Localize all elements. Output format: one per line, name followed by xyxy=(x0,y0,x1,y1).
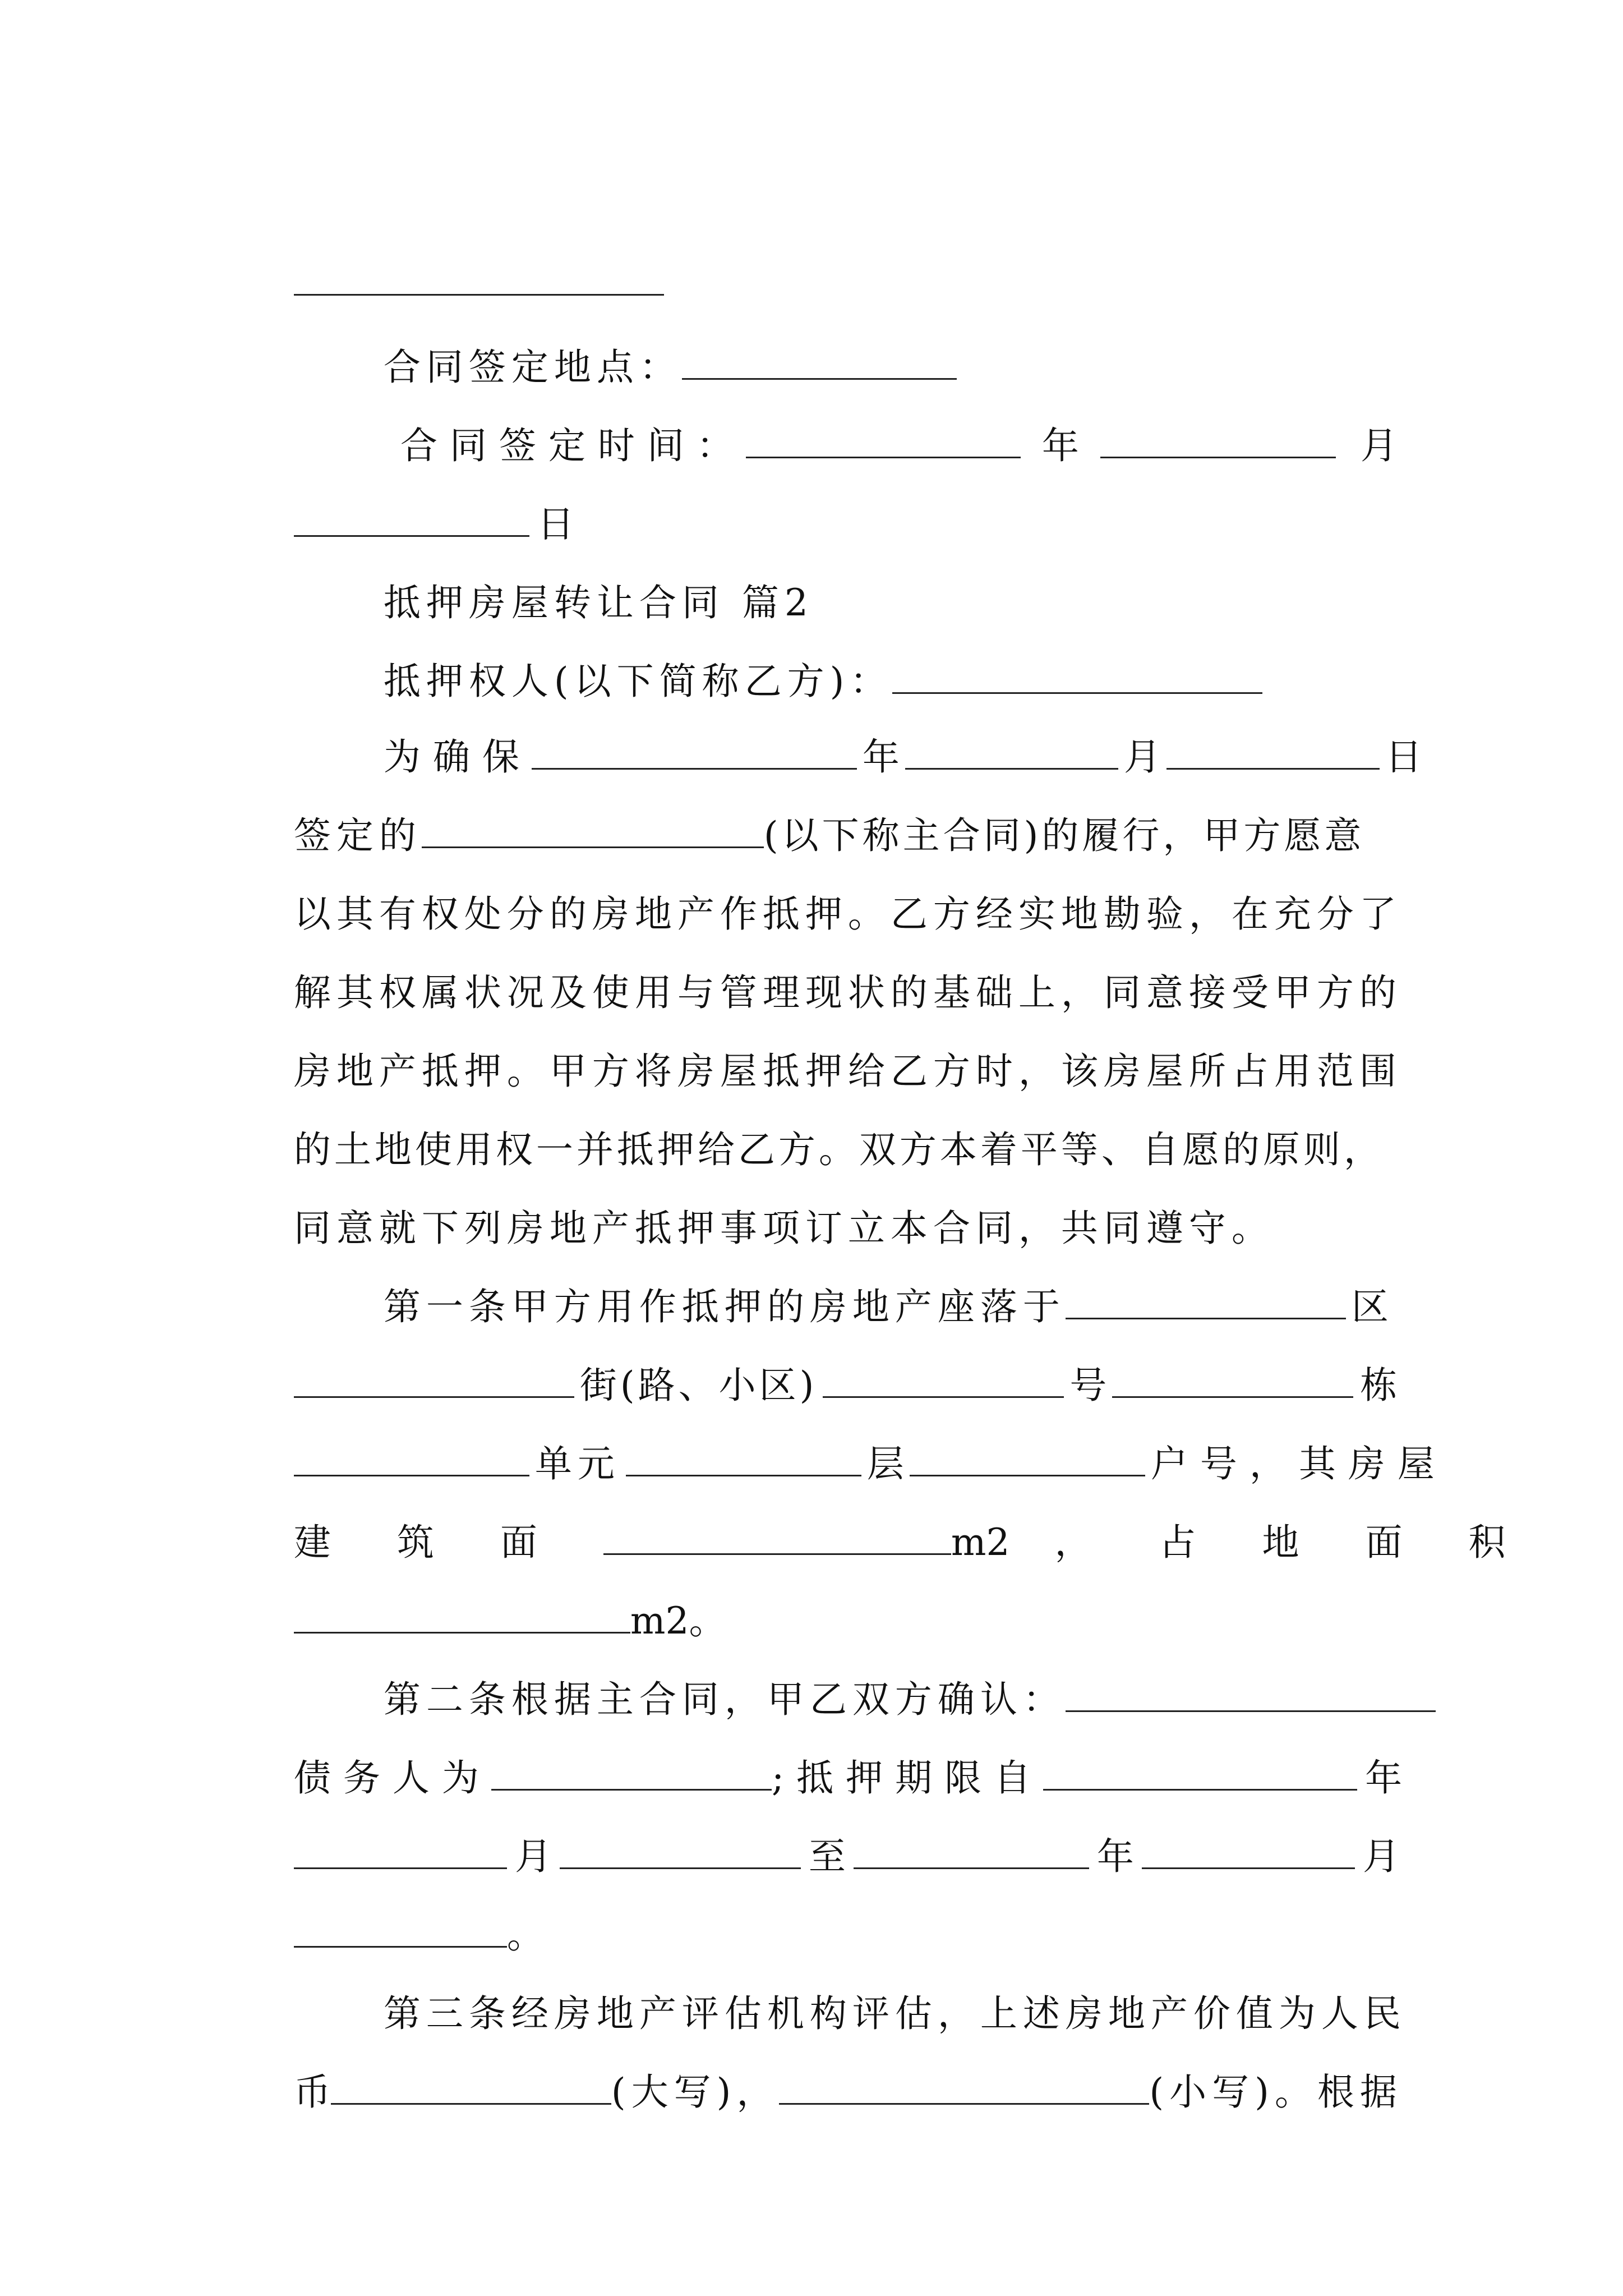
month-label: 月 xyxy=(1360,424,1398,467)
article1-line2: 街(路、小区) 号 栋 xyxy=(247,1310,1397,1461)
article1-line4: 建筑面 m2 ， 占地面积 xyxy=(293,1521,1572,1564)
value-lowercase-field[interactable] xyxy=(779,2069,1149,2105)
mortgagee-label: 抵押权人(以下简称乙方)： xyxy=(383,660,893,703)
year-field[interactable] xyxy=(746,423,1021,458)
blank-field[interactable] xyxy=(294,260,664,296)
article2-line4: 。 xyxy=(247,1860,544,2011)
section-heading: 抵押房屋转让合同 篇2 xyxy=(383,581,814,624)
article1-line3: 单元 层 户号，其房屋 xyxy=(247,1388,1447,1540)
para1-line3: 以其有权处分的房地产作抵押。乙方经实地勘验，在充分了 xyxy=(293,892,1402,936)
day-label: 日 xyxy=(537,503,574,546)
signing-place-label: 合同签定地点： xyxy=(383,346,682,389)
para1-line2: 签定的 (以下称主合同)的履行，甲方愿意 xyxy=(293,814,1365,857)
article2-line1: 第二条根据主合同，甲乙双方确认： xyxy=(336,1624,1436,1775)
para1-line7: 同意就下列房地产抵押事项订立本合同，共同遵守。 xyxy=(293,1207,1274,1250)
article1-line5: m2。 xyxy=(247,1545,726,1697)
para1-line1: 为确保 年 月 日 xyxy=(383,735,1422,779)
year-label: 年 xyxy=(1041,424,1079,467)
value-uppercase-field[interactable] xyxy=(331,2069,611,2105)
signing-time-label: 合同签定时间： xyxy=(400,424,746,467)
para1-line6: 的土地使用权一并抵押给乙方。双方本着平等、自愿的原则， xyxy=(293,1128,1384,1171)
term-end-month-field[interactable] xyxy=(1142,1834,1355,1869)
term-start-day-field[interactable] xyxy=(560,1834,801,1869)
article2-line3: 月 至 年 月 xyxy=(247,1781,1400,1932)
para1-line4: 解其权属状况及使用与管理现状的基础上，同意接受甲方的 xyxy=(293,971,1402,1014)
article1-line1: 第一条甲方用作抵押的房地产座落于 区 xyxy=(383,1285,1389,1328)
month-field[interactable] xyxy=(1100,423,1336,458)
para1-line5: 房地产抵押。甲方将房屋抵押给乙方时，该房屋所占用范围 xyxy=(293,1050,1402,1093)
article3-line2: 币 (大写)， (小写)。根据 xyxy=(293,2070,1403,2114)
article2-line2: 债务人为 ;抵押期限自 年 xyxy=(293,1756,1403,1800)
article3-line1: 第三条经房地产评估机构评估，上述房地产价值为人民 xyxy=(383,1992,1407,2035)
term-end-year-field[interactable] xyxy=(854,1834,1089,1869)
